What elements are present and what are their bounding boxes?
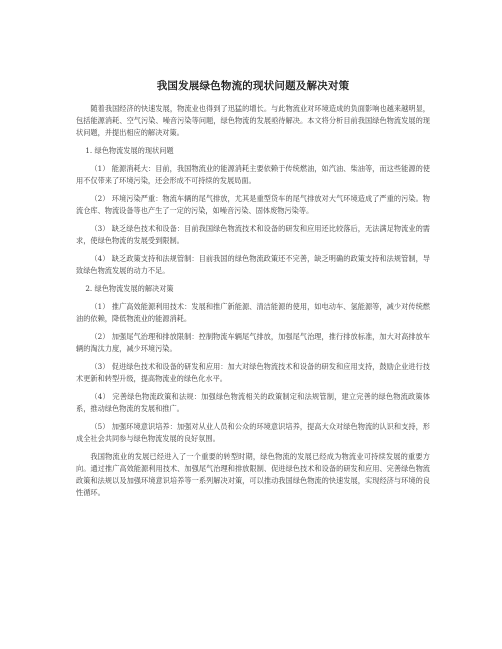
section2-item-2: （2） 加强尾气治理和排放限制：控制物流车辆尾气排放，加强尾气治理，推行排放标准，加大对高排放车辆的淘汰力度，减少环境污染。 [76,332,430,353]
section1-heading: 1. 绿色物流发展的现状问题 [85,146,174,155]
section1-item-2: （2） 环境污染严重：物流车辆的尾气排放，尤其是重型货车的尾气排放对大气环境造成了严重的污染。物流仓库、物流设备等也产生了一定的污染，如噪音污染、固体废物污染等。 [76,194,430,215]
conclusion-paragraph: 我国物流业的发展已经进入了一个重要的转型时期，绿色物流的发展已经成为物流业可持续发展的重要方向。通过推广高效能源利用技术、加强尾气治理和排放限制、促进绿色技术和设备的研发和应用、完善绿色物流政策和法规以及加强环境意识培养等一系列解决对策，可以推动我国绿色物流的快速发展，实现经济与环境的良性循环。 [76,452,430,497]
document-title: 我国发展绿色物流的现状问题及解决对策 [156,80,350,92]
section2-item-5: （5） 加强环境意识培养：加强对从业人员和公众的环境意识培养，提高大众对绿色物流的认识和支持，形成全社会共同参与绿色物流发展的良好氛围。 [76,422,430,443]
section1-item-1: （1） 能源消耗大：目前，我国物流业的能源消耗主要依赖于传统燃油，如汽油、柴油等，而这些能源的使用不仅带来了环境污染，还会形成不可持续的发展局面。 [76,164,430,185]
section2-item-3: （3） 促进绿色技术和设备的研发和应用：加大对绿色物流技术和设备的研发和应用支持，鼓励企业进行技术更新和转型升级，提高物流业的绿色化水平。 [76,362,430,383]
section2-item-4: （4） 完善绿色物流政策和法规：加强绿色物流相关的政策制定和法规管制，建立完善的绿色物流政策体系，推动绿色物流的发展和推广。 [76,392,430,413]
section1-item-4: （4） 缺乏政策支持和法规管制：目前我国的绿色物流政策还不完善，缺乏明确的政策支持和法规管制，导致绿色物流发展的动力不足。 [76,254,430,275]
section1-item-3: （3） 缺乏绿色技术和设备：目前我国绿色物流技术和设备的研发和应用还比较落后，无法满足物流业的需求，使绿色物流的发展受到限制。 [76,224,430,245]
section2-heading: 2. 绿色物流发展的解决对策 [85,284,174,293]
section2-item-1: （1） 推广高效能源利用技术：发展和推广新能源、清洁能源的使用，如电动车、氢能源等，减少对传统燃油的依赖，降低物流业的能源消耗。 [76,302,430,323]
intro-paragraph: 随着我国经济的快速发展，物流业也得到了迅猛的增长。与此物流业对环境造成的负面影响也越来越明显，包括能源消耗、空气污染、噪音污染等问题，绿色物流的发展亟待解决。本文将分析目前我国绿色物流发展的现状问题，并提出相应的解决对策。 [76,104,430,137]
